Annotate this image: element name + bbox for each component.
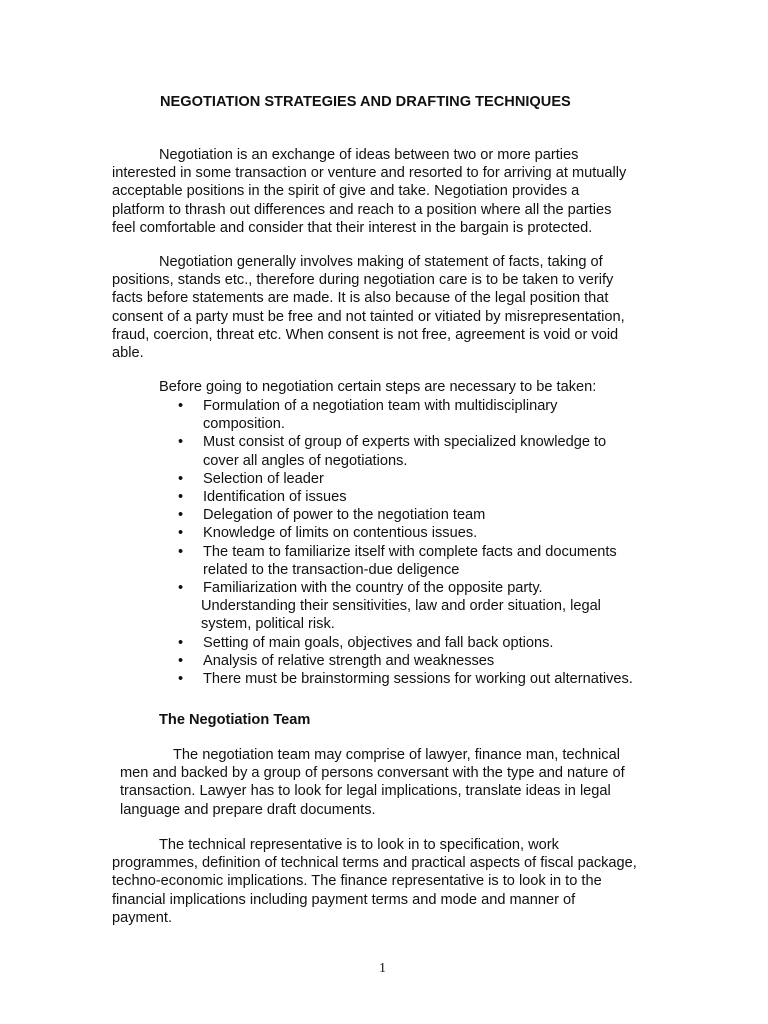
text-line: Negotiation generally involves making of statement of facts, taking of bbox=[159, 254, 603, 270]
steps-list bbox=[178, 397, 633, 688]
list-item bbox=[178, 652, 633, 670]
text-line: consent of a party must be free and not tainted or vitiated by misrepresentation, bbox=[112, 308, 625, 325]
list-item-text: cover all angles of negotiations. bbox=[203, 452, 408, 469]
text-line: acceptable positions in the spirit of give and take. Negotiation provides a bbox=[112, 183, 580, 200]
document-title: NEGOTIATION STRATEGIES AND DRAFTING TECHNIQUES bbox=[160, 94, 571, 110]
text-line: The negotiation team may comprise of lawyer, finance man, technical bbox=[173, 747, 620, 763]
list-item bbox=[178, 579, 633, 634]
text-line: financial implications including payment terms and mode and manner of bbox=[112, 891, 576, 908]
list-item-text: • Knowledge of limits on contentious issues. bbox=[203, 525, 478, 542]
list-item bbox=[178, 506, 633, 524]
text-line: platform to thrash out differences and reach to a position where all the parties bbox=[112, 201, 612, 218]
text-line: transaction. Lawyer has to look for legal implications, translate ideas in legal bbox=[120, 783, 611, 800]
steps-intro: Before going to negotiation certain steps are necessary to be taken: bbox=[159, 379, 597, 395]
text-line: fraud, coercion, threat etc. When consent is not free, agreement is void or void bbox=[112, 326, 619, 343]
text-line: The technical representative is to look in to specification, work bbox=[159, 837, 559, 853]
list-item-text: • Familiarization with the country of the opposite party. bbox=[203, 580, 543, 597]
list-item-text: • Selection of leader bbox=[203, 470, 324, 487]
list-item-text: • Delegation of power to the negotiation team bbox=[203, 507, 486, 524]
list-item-text: • Setting of main goals, objectives and fall back options. bbox=[203, 634, 554, 651]
list-item-text: related to the transaction-due deligence bbox=[203, 561, 460, 578]
text-line: techno-economic implications. The finance representative is to look in to the bbox=[112, 873, 602, 890]
list-item-text: • There must be brainstorming sessions for working out alternatives. bbox=[203, 671, 633, 688]
list-item-text: system, political risk. bbox=[201, 616, 335, 633]
page-number: 1 bbox=[379, 961, 386, 976]
list-item bbox=[178, 543, 633, 579]
paragraph-negotiation-definition bbox=[112, 146, 652, 237]
list-item-text: • Identification of issues bbox=[203, 489, 347, 506]
list-item-text: • The team to familiarize itself with complete facts and documents bbox=[203, 543, 617, 560]
list-item-text: • Analysis of relative strength and weaknesses bbox=[203, 652, 495, 669]
list-item bbox=[178, 470, 633, 488]
list-item-text: • Formulation of a negotiation team with multidisciplinary bbox=[203, 398, 558, 414]
text-line: facts before statements are made. It is also because of the legal position that bbox=[112, 290, 609, 307]
list-item bbox=[178, 433, 633, 469]
text-line: positions, stands etc., therefore during negotiation care is to be taken to verify bbox=[112, 272, 614, 289]
text-line: programmes, definition of technical terms and practical aspects of fiscal package, bbox=[112, 855, 637, 872]
list-item-text: composition. bbox=[203, 416, 285, 433]
text-line: men and backed by a group of persons conversant with the type and nature of bbox=[120, 765, 625, 782]
list-item bbox=[178, 634, 633, 652]
text-line: feel comfortable and consider that their interest in the bargain is protected. bbox=[112, 219, 593, 236]
paragraph-negotiation-facts bbox=[112, 253, 652, 362]
text-line: payment. bbox=[112, 909, 173, 926]
list-item bbox=[178, 397, 633, 433]
list-item bbox=[178, 488, 633, 506]
text-line: Negotiation is an exchange of ideas between two or more parties bbox=[159, 147, 579, 163]
text-line: interested in some transaction or venture and resorted to for arriving at mutually bbox=[112, 165, 627, 182]
paragraph-technical-representative bbox=[112, 836, 652, 927]
text-line: language and prepare draft documents. bbox=[120, 801, 376, 818]
paragraph-team-composition bbox=[120, 746, 660, 819]
list-item bbox=[178, 524, 633, 542]
list-item-text: • Must consist of group of experts with specialized knowledge to bbox=[203, 434, 607, 451]
list-item bbox=[178, 670, 633, 688]
list-item-text: Understanding their sensitivities, law and order situation, legal bbox=[201, 598, 601, 615]
section-heading-negotiation-team: The Negotiation Team bbox=[159, 712, 311, 728]
text-line: able. bbox=[112, 345, 144, 362]
